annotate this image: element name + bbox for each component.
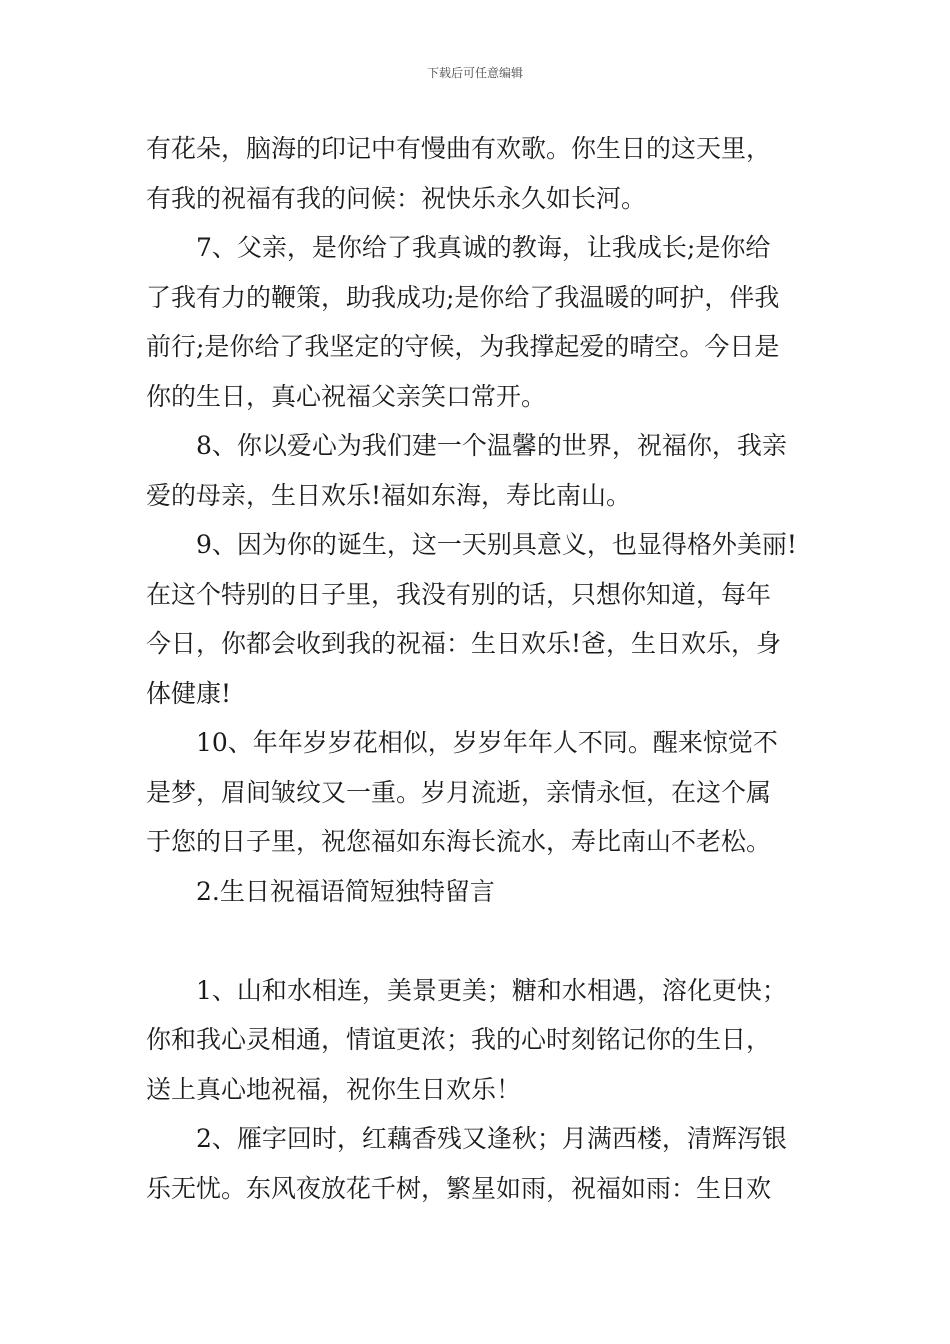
text-line: 7、父亲，是你给了我真诚的教诲，让我成长;是你给 <box>196 233 771 262</box>
text-line: 爱的母亲，生日欢乐!福如东海，寿比南山。 <box>146 480 632 510</box>
section-heading: 2.生日祝福语简短独特留言 <box>196 876 495 906</box>
text-line: 2、雁字回时，红藕香残又逢秋；月满西楼，清辉泻银 <box>196 1124 787 1153</box>
text-line: 送上真心地祝福，祝你生日欢乐！ <box>146 1074 522 1104</box>
page-header: 下载后可任意编辑 <box>426 66 523 80</box>
text-line: 1、山和水相连，美景更美；糖和水相遇，溶化更快； <box>196 975 787 1005</box>
text-line: 有花朵，脑海的印记中有慢曲有欢歌。你生日的这天里， <box>146 134 772 163</box>
text-line: 9、因为你的诞生，这一天别具意义，也显得格外美丽! <box>196 530 797 559</box>
text-line: 10、年年岁岁花相似，岁岁年年人不同。醒来惊觉不 <box>196 728 778 757</box>
text-line: 于您的日子里，祝您福如东海长流水，寿比南山不老松。 <box>146 827 772 856</box>
text-line: 乐无忧。东风夜放花千树，繁星如雨，祝福如雨：生日欢 <box>146 1173 772 1203</box>
text-line: 你的生日，真心祝福父亲笑口常开。 <box>146 381 547 411</box>
text-line: 今日，你都会收到我的祝福：生日欢乐!爸，生日欢乐，身 <box>146 629 782 658</box>
text-line: 前行;是你给了我坚定的守候，为我撑起爱的晴空。今日是 <box>146 332 780 361</box>
text-line: 你和我心灵相通，情谊更浓；我的心时刻铭记你的生日， <box>146 1025 772 1054</box>
text-line: 了我有力的鞭策，助我成功;是你给了我温暖的呵护，伴我 <box>146 282 780 312</box>
document-body <box>146 124 816 1213</box>
text-line: 是梦，眉间皱纹又一重。岁月流逝，亲情永恒，在这个属 <box>146 777 772 807</box>
blank-line <box>146 916 816 966</box>
text-line: 8、你以爱心为我们建一个温馨的世界，祝福你，我亲 <box>196 431 787 460</box>
text-line: 有我的祝福有我的问候：祝快乐永久如长河。 <box>146 183 647 213</box>
text-line: 在这个特别的日子里，我没有别的话，只想你知道，每年 <box>146 579 772 609</box>
text-line: 体健康! <box>146 678 232 708</box>
